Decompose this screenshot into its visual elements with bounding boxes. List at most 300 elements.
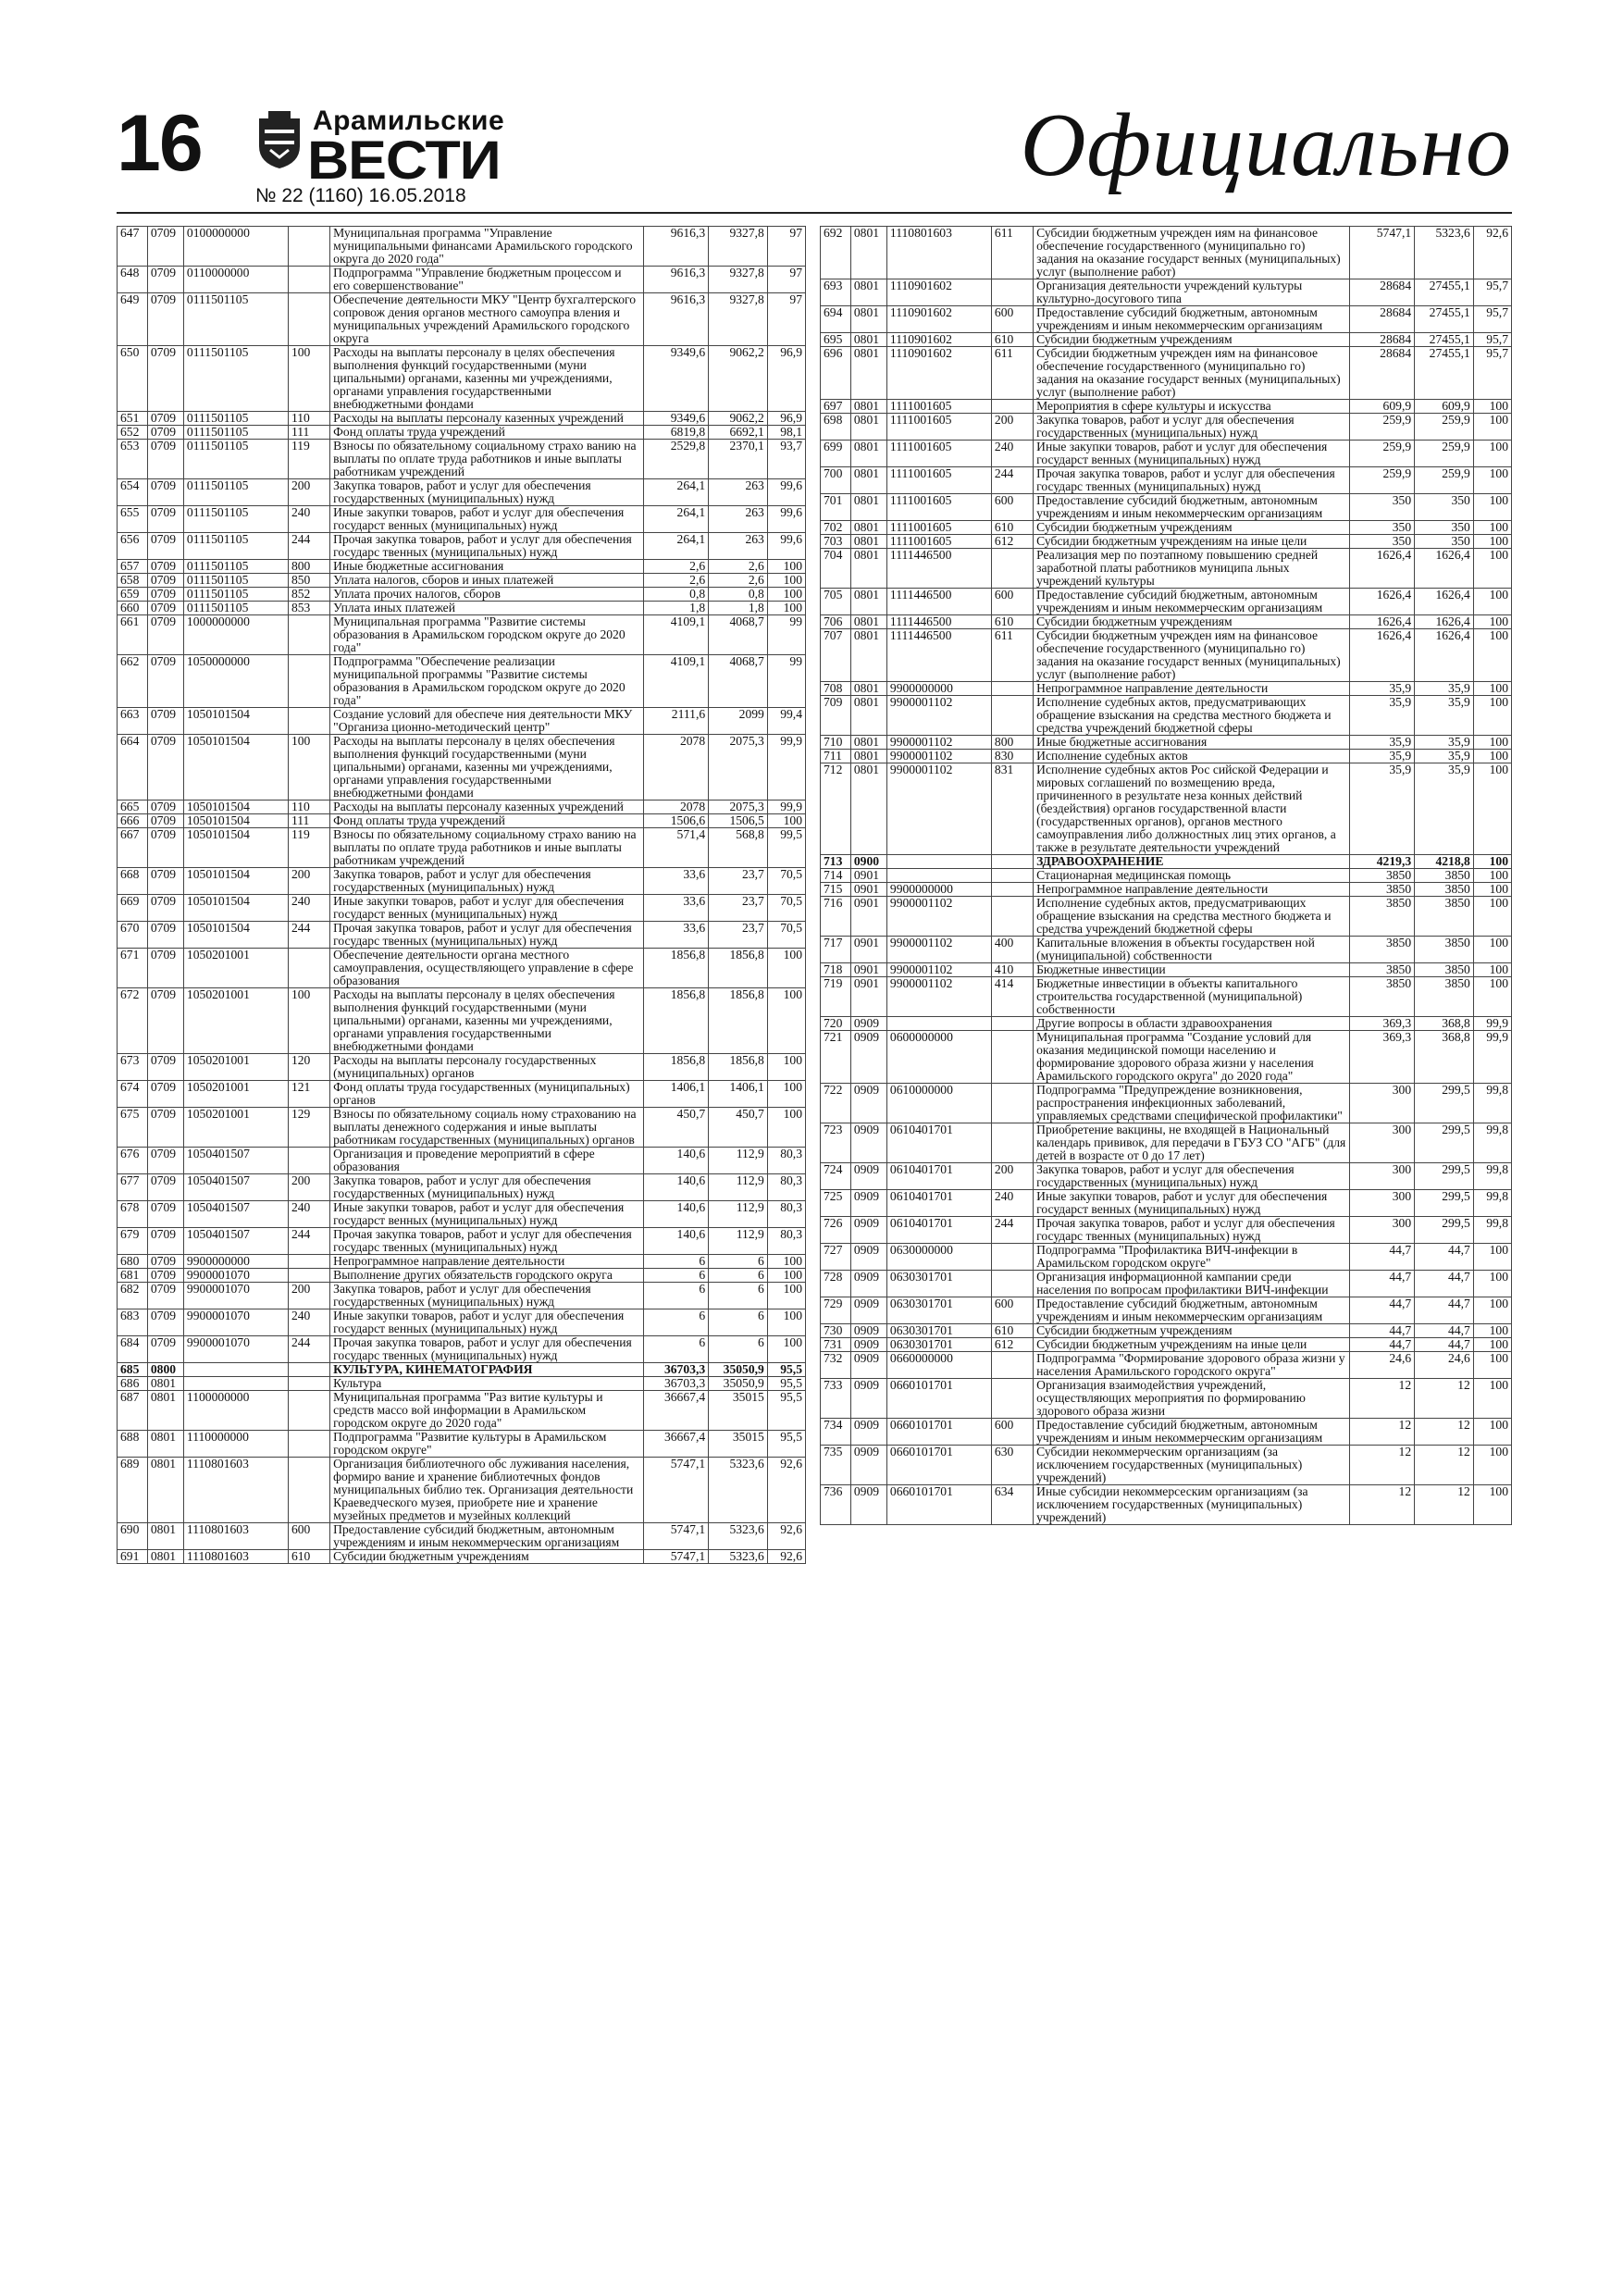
expense-type (991, 1379, 1033, 1419)
percent: 97 (767, 267, 805, 293)
description: Стационарная медицинская помощь (1034, 869, 1350, 883)
section-code: 0709 (147, 1336, 183, 1363)
target-code: 1050201001 (183, 1081, 288, 1108)
actual-amount: 4068,7 (709, 655, 768, 708)
row-number: 651 (118, 412, 148, 426)
percent: 95,7 (1473, 306, 1511, 333)
expense-type (991, 400, 1033, 414)
target-code: 0111501105 (183, 506, 288, 533)
section-code: 0709 (147, 574, 183, 588)
row-number: 703 (821, 535, 851, 549)
percent: 92,6 (767, 1550, 805, 1564)
target-code: 0111501105 (183, 588, 288, 602)
table-row (118, 1458, 806, 1523)
expense-type: 240 (991, 441, 1033, 467)
description: Реализация мер по поэтапному повышению средней заработной платы работников муниципа льных учреждений культуры (1034, 549, 1350, 589)
description: Подпрограмма "Обеспечение реализации муниципальной программы "Развитие системы образования в Арамильском городском округе до 2020 года" (330, 655, 644, 708)
description: Взносы по обязательному социальному страхо ванию на выплаты по оплате труда работников и иные выплаты работникам учреждений (330, 828, 644, 868)
row-number: 706 (821, 615, 851, 629)
actual-amount: 12 (1415, 1485, 1474, 1525)
table-row (118, 1174, 806, 1201)
plan-amount: 33,6 (644, 868, 709, 895)
section-code: 0709 (147, 1174, 183, 1201)
expense-type: 610 (991, 333, 1033, 347)
description: Расходы на выплаты персоналу в целях обеспечения выполнения функций государственными (муни ципальными) органами, казенны ми учреждениями, органами управления государственными внебюджетными фондами (330, 346, 644, 412)
target-code: 0630000000 (886, 1244, 991, 1271)
percent: 100 (1473, 1324, 1511, 1338)
section-code: 0709 (147, 735, 183, 800)
actual-amount: 2370,1 (709, 440, 768, 479)
section-code: 0709 (147, 1201, 183, 1228)
expense-type: 852 (288, 588, 329, 602)
expense-type: 600 (288, 1523, 329, 1550)
section-code: 0709 (147, 479, 183, 506)
table-row (821, 227, 1512, 279)
table-row (821, 467, 1512, 494)
table-row (821, 963, 1512, 977)
description: Расходы на выплаты персоналу казенных учреждений (330, 412, 644, 426)
row-number: 649 (118, 293, 148, 346)
row-number: 681 (118, 1269, 148, 1283)
target-code: 0660101701 (886, 1379, 991, 1419)
expense-type: 244 (288, 1336, 329, 1363)
section-code: 0709 (147, 814, 183, 828)
actual-amount: 299,5 (1415, 1084, 1474, 1123)
expense-type: 100 (288, 735, 329, 800)
section-code: 0900 (850, 855, 886, 869)
table-row (118, 1377, 806, 1391)
actual-amount: 27455,1 (1415, 347, 1474, 400)
description: Иные бюджетные ассигнования (1034, 736, 1350, 750)
table-row (821, 589, 1512, 615)
section-code: 0709 (147, 602, 183, 615)
target-code: 9900001070 (183, 1283, 288, 1309)
actual-amount: 112,9 (709, 1174, 768, 1201)
table-row (118, 1363, 806, 1377)
target-code: 9900001102 (886, 750, 991, 763)
table-row (118, 426, 806, 440)
section-code: 0909 (850, 1190, 886, 1217)
table-row (821, 347, 1512, 400)
percent: 97 (767, 293, 805, 346)
plan-amount: 264,1 (644, 479, 709, 506)
percent: 100 (1473, 977, 1511, 1017)
row-number: 721 (821, 1031, 851, 1084)
row-number: 734 (821, 1419, 851, 1446)
target-code: 9900000000 (183, 1255, 288, 1269)
row-number: 732 (821, 1352, 851, 1379)
expense-type: 121 (288, 1081, 329, 1108)
percent: 95,5 (767, 1391, 805, 1431)
table-row (118, 506, 806, 533)
plan-amount: 1406,1 (644, 1081, 709, 1108)
section-code: 0909 (850, 1123, 886, 1163)
target-code: 0111501105 (183, 560, 288, 574)
expense-type (288, 1391, 329, 1431)
plan-amount: 12 (1350, 1485, 1415, 1525)
row-number: 675 (118, 1108, 148, 1148)
description: Субсидии бюджетным учреждениям на иные цели (1034, 535, 1350, 549)
expense-type (288, 1431, 329, 1458)
percent: 100 (1473, 1446, 1511, 1485)
table-row (821, 1084, 1512, 1123)
target-code: 0100000000 (183, 227, 288, 267)
section-code: 0801 (147, 1391, 183, 1431)
percent: 93,7 (767, 440, 805, 479)
actual-amount: 609,9 (1415, 400, 1474, 414)
expense-type (991, 855, 1033, 869)
expense-type (991, 1244, 1033, 1271)
description: Уплата иных платежей (330, 602, 644, 615)
table-row (821, 494, 1512, 521)
row-number: 659 (118, 588, 148, 602)
table-row (118, 1108, 806, 1148)
description: Прочая закупка товаров, работ и услуг для обеспечения государс твенных (муниципальных) нужд (330, 1228, 644, 1255)
actual-amount: 23,7 (709, 922, 768, 949)
description: Предоставление субсидий бюджетным, автономным учреждениям и иным некоммерческим организациям (1034, 1419, 1350, 1446)
plan-amount: 33,6 (644, 922, 709, 949)
percent: 99 (767, 655, 805, 708)
target-code: 9900001102 (886, 763, 991, 855)
actual-amount: 350 (1415, 535, 1474, 549)
section-code: 0801 (850, 521, 886, 535)
target-code: 9900001070 (183, 1336, 288, 1363)
row-number: 660 (118, 602, 148, 615)
section-code: 0709 (147, 440, 183, 479)
expense-type (288, 708, 329, 735)
section-code: 0909 (850, 1017, 886, 1031)
expense-type (991, 1352, 1033, 1379)
expense-type (991, 1271, 1033, 1297)
row-number: 666 (118, 814, 148, 828)
target-code: 0630301701 (886, 1338, 991, 1352)
actual-amount: 1406,1 (709, 1081, 768, 1108)
row-number: 693 (821, 279, 851, 306)
percent: 99,9 (767, 800, 805, 814)
percent: 100 (767, 1269, 805, 1283)
actual-amount: 112,9 (709, 1201, 768, 1228)
percent: 100 (1473, 883, 1511, 897)
description: Взносы по обязательному социальному страхо ванию на выплаты по оплате труда работников и иные выплаты работникам учреждений (330, 440, 644, 479)
row-number: 672 (118, 988, 148, 1054)
row-number: 664 (118, 735, 148, 800)
expense-type: 240 (288, 506, 329, 533)
percent: 95,5 (767, 1431, 805, 1458)
plan-amount: 3850 (1350, 869, 1415, 883)
table-row (821, 1446, 1512, 1485)
actual-amount: 35015 (709, 1391, 768, 1431)
actual-amount: 259,9 (1415, 414, 1474, 441)
expense-type (288, 1458, 329, 1523)
target-code: 1050101504 (183, 868, 288, 895)
section-code: 0709 (147, 293, 183, 346)
actual-amount: 4218,8 (1415, 855, 1474, 869)
actual-amount: 44,7 (1415, 1271, 1474, 1297)
expense-type: 410 (991, 963, 1033, 977)
target-code: 9900001070 (183, 1269, 288, 1283)
expense-type: 200 (991, 1163, 1033, 1190)
section-code: 0909 (850, 1419, 886, 1446)
description: Предоставление субсидий бюджетным, автономным учреждениям и иным некоммерческим организациям (1034, 306, 1350, 333)
description: Обеспечение деятельности МКУ "Центр бухгалтерского сопровож дения органов местного самоупра вления и муниципальных учреждений Арамильского городского округа (330, 293, 644, 346)
description: Бюджетные инвестиции (1034, 963, 1350, 977)
actual-amount: 3850 (1415, 977, 1474, 1017)
plan-amount: 6 (644, 1283, 709, 1309)
target-code: 1110000000 (183, 1431, 288, 1458)
row-number: 656 (118, 533, 148, 560)
row-number: 688 (118, 1431, 148, 1458)
expense-type: 853 (288, 602, 329, 615)
plan-amount: 300 (1350, 1084, 1415, 1123)
table-row (821, 441, 1512, 467)
table-row (821, 883, 1512, 897)
percent: 100 (1473, 1379, 1511, 1419)
target-code: 1050101504 (183, 814, 288, 828)
expense-type: 600 (991, 1297, 1033, 1324)
section-code: 0801 (850, 347, 886, 400)
percent: 100 (1473, 535, 1511, 549)
description: Организация информационной кампании среди населения по вопросам профилактики ВИЧ-инфекции (1034, 1271, 1350, 1297)
description: Муниципальная программа "Развитие системы образования в Арамильском городском округе до 2020 года" (330, 615, 644, 655)
section-code: 0709 (147, 506, 183, 533)
page-number: 16 (117, 99, 202, 188)
actual-amount: 450,7 (709, 1108, 768, 1148)
target-code: 1110901602 (886, 306, 991, 333)
target-code: 1050401507 (183, 1228, 288, 1255)
target-code: 1111446500 (886, 615, 991, 629)
description: Субсидии бюджетным учрежден иям на финансовое обеспечение государственного (муниципально го) задания на оказание государст венных (муниципальных) услуг (выполнение работ) (1034, 629, 1350, 682)
plan-amount: 259,9 (1350, 414, 1415, 441)
table-row (118, 412, 806, 426)
plan-amount: 1856,8 (644, 1054, 709, 1081)
plan-amount: 6 (644, 1269, 709, 1283)
section-code: 0901 (850, 869, 886, 883)
description: Организация взаимодействия учреждений, осуществляющих мероприятия по формированию здорового образа жизни (1034, 1379, 1350, 1419)
row-number: 697 (821, 400, 851, 414)
percent: 100 (767, 1255, 805, 1269)
description: Субсидии бюджетным учрежден иям на финансовое обеспечение государственного (муниципально го) задания на оказание государст венных (муниципальных) услуг (выполнение работ) (1034, 347, 1350, 400)
description: Прочая закупка товаров, работ и услуг для обеспечения государс твенных (муниципальных) нужд (330, 533, 644, 560)
row-number: 654 (118, 479, 148, 506)
plan-amount: 36667,4 (644, 1391, 709, 1431)
description: Прочая закупка товаров, работ и услуг для обеспечения государс твенных (муниципальных) нужд (1034, 1217, 1350, 1244)
section-code: 0709 (147, 1081, 183, 1108)
actual-amount: 1626,4 (1415, 629, 1474, 682)
percent: 92,6 (767, 1523, 805, 1550)
table-row (118, 440, 806, 479)
plan-amount: 6819,8 (644, 426, 709, 440)
table-row (118, 1431, 806, 1458)
percent: 97 (767, 227, 805, 267)
expense-type: 111 (288, 426, 329, 440)
percent: 100 (767, 814, 805, 828)
description: Уплата прочих налогов, сборов (330, 588, 644, 602)
description: Расходы на выплаты персоналу казенных учреждений (330, 800, 644, 814)
target-code (886, 855, 991, 869)
section-code: 0901 (850, 963, 886, 977)
row-number: 692 (821, 227, 851, 279)
expense-type (991, 1084, 1033, 1123)
table-row (821, 1123, 1512, 1163)
target-code: 0111501105 (183, 346, 288, 412)
percent: 100 (1473, 1271, 1511, 1297)
plan-amount: 35,9 (1350, 763, 1415, 855)
plan-amount: 1,8 (644, 602, 709, 615)
description: Субсидии бюджетным учреждениям (1034, 333, 1350, 347)
table-row (118, 800, 806, 814)
row-number: 708 (821, 682, 851, 696)
percent: 100 (767, 1336, 805, 1363)
target-code: 0660101701 (886, 1485, 991, 1525)
actual-amount: 27455,1 (1415, 333, 1474, 347)
section-code: 0709 (147, 655, 183, 708)
section-code: 0801 (147, 1458, 183, 1523)
percent: 100 (1473, 1419, 1511, 1446)
target-code: 0630301701 (886, 1324, 991, 1338)
table-row (118, 1269, 806, 1283)
target-code: 1000000000 (183, 615, 288, 655)
description: Подпрограмма "Управление бюджетным процессом и его совершенствование" (330, 267, 644, 293)
percent: 100 (767, 560, 805, 574)
table-row (821, 1244, 1512, 1271)
row-number: 712 (821, 763, 851, 855)
percent: 70,5 (767, 922, 805, 949)
table-row (118, 1201, 806, 1228)
percent: 80,3 (767, 1148, 805, 1174)
row-number: 724 (821, 1163, 851, 1190)
table-row (118, 708, 806, 735)
table-row (821, 1031, 1512, 1084)
section-code: 0709 (147, 1255, 183, 1269)
target-code: 1050201001 (183, 1054, 288, 1081)
percent: 100 (1473, 1338, 1511, 1352)
plan-amount: 140,6 (644, 1201, 709, 1228)
percent: 100 (767, 1081, 805, 1108)
percent: 100 (1473, 1297, 1511, 1324)
actual-amount: 259,9 (1415, 467, 1474, 494)
table-row (118, 828, 806, 868)
actual-amount: 24,6 (1415, 1352, 1474, 1379)
expense-type: 610 (991, 1324, 1033, 1338)
section-code: 0709 (147, 560, 183, 574)
percent: 100 (1473, 855, 1511, 869)
plan-amount: 4109,1 (644, 655, 709, 708)
section-code: 0801 (850, 750, 886, 763)
actual-amount: 5323,6 (1415, 227, 1474, 279)
row-number: 662 (118, 655, 148, 708)
row-number: 715 (821, 883, 851, 897)
table-row (821, 1419, 1512, 1446)
plan-amount: 24,6 (1350, 1352, 1415, 1379)
description: Предоставление субсидий бюджетным, автономным учреждениям и иным некоммерческим организациям (1034, 589, 1350, 615)
row-number: 709 (821, 696, 851, 736)
description: Иные закупки товаров, работ и услуг для обеспечения государст венных (муниципальных) нужд (1034, 1190, 1350, 1217)
table-row (118, 895, 806, 922)
plan-amount: 35,9 (1350, 750, 1415, 763)
target-code: 1110801603 (886, 227, 991, 279)
actual-amount: 6 (709, 1336, 768, 1363)
percent: 99,9 (1473, 1031, 1511, 1084)
row-number: 725 (821, 1190, 851, 1217)
target-code (183, 1377, 288, 1391)
expense-type: 400 (991, 937, 1033, 963)
actual-amount: 1626,4 (1415, 589, 1474, 615)
table-row (821, 549, 1512, 589)
target-code: 0111501105 (183, 574, 288, 588)
plan-amount: 44,7 (1350, 1338, 1415, 1352)
expense-type (991, 883, 1033, 897)
target-code: 0610401701 (886, 1217, 991, 1244)
section-code: 0801 (850, 279, 886, 306)
target-code: 0610000000 (886, 1084, 991, 1123)
percent: 99,9 (767, 735, 805, 800)
target-code: 9900001102 (886, 963, 991, 977)
description: Субсидии бюджетным учреждениям (1034, 615, 1350, 629)
section-code: 0801 (850, 549, 886, 589)
expense-type (991, 1017, 1033, 1031)
row-number: 674 (118, 1081, 148, 1108)
percent: 70,5 (767, 895, 805, 922)
target-code: 1110801603 (183, 1458, 288, 1523)
percent: 100 (1473, 615, 1511, 629)
description: Организация и проведение мероприятий в сфере образования (330, 1148, 644, 1174)
row-number: 696 (821, 347, 851, 400)
plan-amount: 300 (1350, 1190, 1415, 1217)
plan-amount: 9349,6 (644, 412, 709, 426)
section-title: Официально (1020, 95, 1512, 195)
section-code: 0709 (147, 1283, 183, 1309)
description: Предоставление субсидий бюджетным, автономным учреждениям и иным некоммерческим организациям (1034, 1297, 1350, 1324)
plan-amount: 1626,4 (1350, 629, 1415, 682)
percent: 100 (1473, 963, 1511, 977)
actual-amount: 368,8 (1415, 1031, 1474, 1084)
plan-amount: 2078 (644, 800, 709, 814)
description: Иные закупки товаров, работ и услуг для обеспечения государст венных (муниципальных) нужд (330, 1201, 644, 1228)
actual-amount: 3850 (1415, 897, 1474, 937)
target-code: 1110901602 (886, 333, 991, 347)
row-number: 683 (118, 1309, 148, 1336)
actual-amount: 1626,4 (1415, 615, 1474, 629)
plan-amount: 5747,1 (644, 1458, 709, 1523)
table-row (821, 1017, 1512, 1031)
actual-amount: 6 (709, 1309, 768, 1336)
row-number: 723 (821, 1123, 851, 1163)
table-row (821, 1217, 1512, 1244)
percent: 100 (767, 588, 805, 602)
section-code: 0901 (850, 937, 886, 963)
description: Прочая закупка товаров, работ и услуг для обеспечения государс твенных (муниципальных) нужд (1034, 467, 1350, 494)
actual-amount: 35,9 (1415, 696, 1474, 736)
percent: 100 (1473, 400, 1511, 414)
table-row (821, 1338, 1512, 1352)
target-code: 1050101504 (183, 922, 288, 949)
row-number: 710 (821, 736, 851, 750)
percent: 100 (1473, 937, 1511, 963)
description: Исполнение судебных актов Рос сийской Федерации и мировых соглашений по возмещению вреда, причиненного в результате неза конных действий (бездействия) органов государственной власти (государственных органов), органов местного самоуправления либо должностных лиц этих органов, а также в результате деятельности учреждений (1034, 763, 1350, 855)
section-code: 0709 (147, 1054, 183, 1081)
plan-amount: 369,3 (1350, 1017, 1415, 1031)
actual-amount: 112,9 (709, 1228, 768, 1255)
actual-amount: 35050,9 (709, 1377, 768, 1391)
target-code: 0111501105 (183, 412, 288, 426)
expense-type (288, 949, 329, 988)
section-code: 0709 (147, 922, 183, 949)
actual-amount: 299,5 (1415, 1163, 1474, 1190)
description: Исполнение судебных актов (1034, 750, 1350, 763)
actual-amount: 23,7 (709, 868, 768, 895)
target-code: 0630301701 (886, 1271, 991, 1297)
description: Иные субсидии некоммерсеским организациям (за исключением государственных (муниципальных) учреждений) (1034, 1485, 1350, 1525)
